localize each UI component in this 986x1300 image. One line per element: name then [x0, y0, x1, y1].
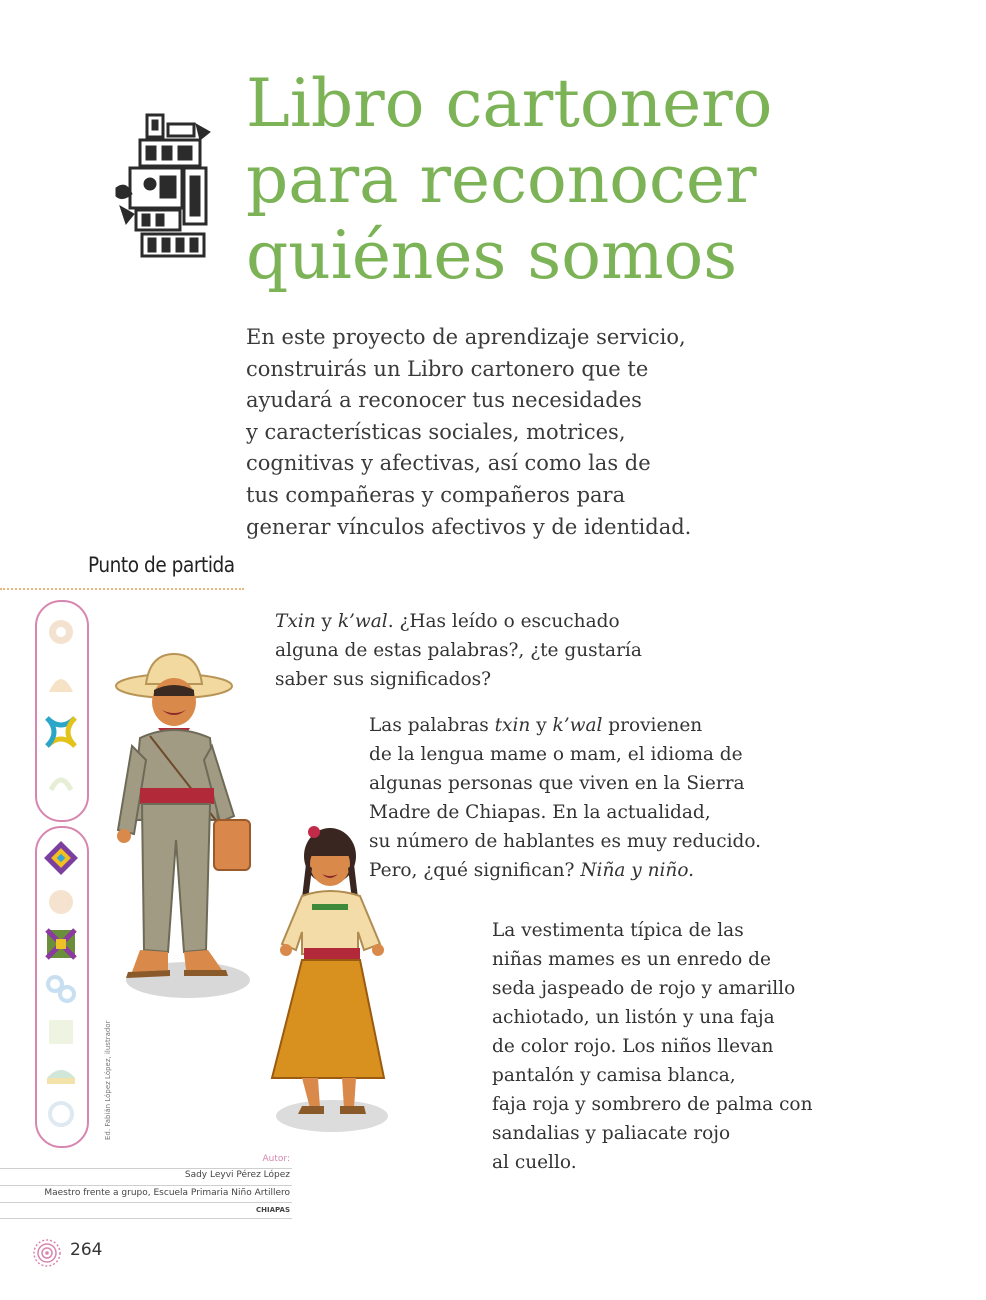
infinity-knot-icon	[41, 712, 81, 752]
paragraph-line: su número de hablantes es muy reducido.	[369, 831, 762, 852]
italic-word: Niña y niño.	[580, 860, 695, 881]
paragraph-line: achiotado, un listón y una faja	[492, 1007, 775, 1028]
paragraph-intro-question	[275, 607, 642, 694]
intro-line: construirás un Libro cartonero que te	[246, 356, 649, 381]
page-title	[246, 66, 886, 294]
text-fragment: provienen	[602, 715, 703, 736]
diamond-star-icon	[41, 838, 81, 878]
author-role: Maestro frente a grupo, Escuela Primaria Niño Artillero	[44, 1188, 290, 1198]
credit-rule	[0, 1218, 292, 1219]
text-fragment: y	[315, 611, 338, 632]
author-name: Sady Leyvi Pérez López	[184, 1170, 290, 1180]
intro-line: ayudará a reconocer tus necesidades	[246, 388, 642, 413]
boy-illustration	[110, 650, 260, 1005]
text-fragment: . ¿Has leído o escuchado	[387, 611, 620, 632]
text-fragment: Pero, ¿qué significan?	[369, 860, 581, 881]
paragraph-line: al cuello.	[492, 1152, 577, 1173]
intro-line: cognitivas y afectivas, así como las de	[246, 451, 651, 476]
title-line: Libro cartonero	[246, 65, 773, 142]
paragraph-line: Madre de Chiapas. En la actualidad,	[369, 802, 711, 823]
intro-line: y características sociales, motrices,	[246, 419, 626, 444]
paragraph-line: algunas personas que viven en la Sierra	[369, 773, 745, 794]
italic-word: k’wal	[337, 611, 388, 632]
author-label: Autor:	[262, 1154, 290, 1164]
intro-line: tus compañeras y compañeros para	[246, 482, 626, 507]
paragraph-line: saber sus significados?	[275, 669, 492, 690]
page-number: 264	[70, 1240, 103, 1260]
paragraph-line: La vestimenta típica de las	[492, 920, 744, 941]
intro-line: En este proyecto de aprendizaje servicio,	[246, 325, 686, 349]
paragraph-line: de la lengua mame o mam, el idioma de	[369, 744, 743, 765]
paragraph-clothing	[492, 916, 812, 1177]
illustration-credit: Ed. Fabián López López, ilustrador	[104, 1020, 112, 1140]
faded-glyph-icon	[41, 612, 81, 652]
intro-text	[246, 322, 846, 543]
faded-glyph-icon	[41, 882, 81, 922]
title-line: quiénes somos	[246, 217, 738, 294]
paragraph-line: sandalias y paliacate rojo	[492, 1123, 731, 1144]
faded-glyph-icon	[41, 968, 81, 1008]
italic-word: Txin	[275, 611, 316, 632]
paragraph-line: alguna de estas palabras?, ¿te gustaría	[275, 640, 642, 661]
faded-glyph-icon	[41, 1094, 81, 1134]
author-state: CHIAPAS	[256, 1206, 290, 1214]
paragraph-line: niñas mames es un enredo de	[492, 949, 771, 970]
paragraph-line	[369, 711, 761, 740]
italic-word: k’wal	[552, 715, 603, 736]
faded-glyph-icon	[41, 1012, 81, 1052]
text-fragment: y	[530, 715, 553, 736]
italic-word: txin	[494, 715, 531, 736]
paragraph-language	[369, 711, 761, 885]
title-line: para reconocer	[246, 141, 757, 218]
section-divider	[0, 588, 244, 590]
paragraph-line: seda jaspeado de rojo y amarillo	[492, 978, 796, 999]
credit-rule	[0, 1185, 292, 1186]
paragraph-line: pantalón y camisa blanca,	[492, 1065, 736, 1086]
faded-glyph-icon	[41, 662, 81, 702]
faded-glyph-icon	[41, 762, 81, 802]
text-fragment: Las palabras	[369, 715, 495, 736]
paragraph-line: faja roja y sombrero de palma con	[492, 1094, 813, 1115]
paragraph-line	[369, 856, 761, 885]
codex-glyph-icon	[112, 110, 216, 266]
paragraph-line	[275, 607, 642, 636]
intro-line: generar vínculos afectivos y de identidad.	[246, 514, 692, 539]
faded-glyph-icon	[41, 1054, 81, 1094]
ornament-icon	[32, 1238, 62, 1268]
paragraph-line: de color rojo. Los niños llevan	[492, 1036, 774, 1057]
credit-rule	[0, 1202, 292, 1203]
square-cross-icon	[41, 924, 81, 964]
credit-rule	[0, 1168, 292, 1169]
section-title: Punto de partida	[88, 553, 235, 577]
